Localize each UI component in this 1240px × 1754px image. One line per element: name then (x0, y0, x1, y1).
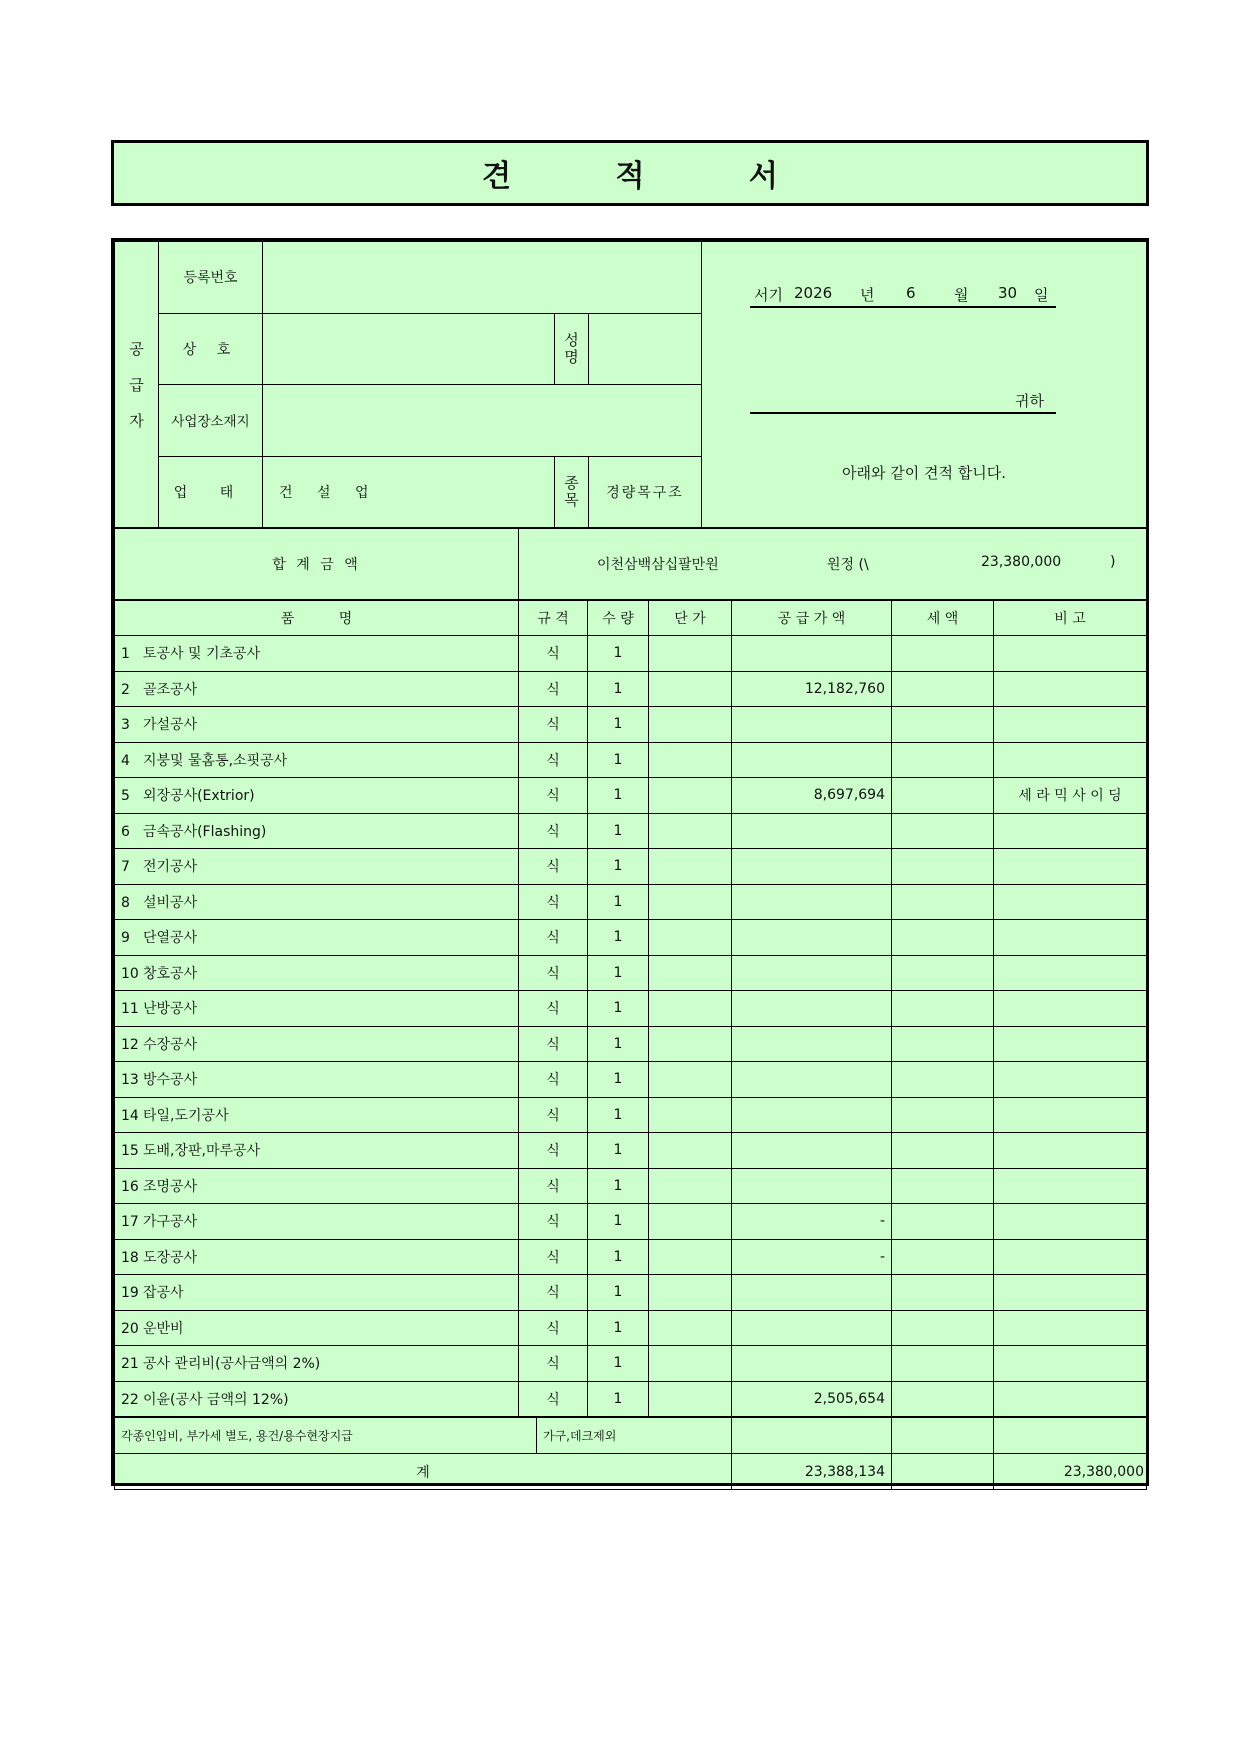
reg-no-value (263, 242, 702, 314)
item-tax (892, 778, 994, 814)
item-qty: 1 (588, 920, 649, 956)
item-unit-price (649, 778, 732, 814)
item-number: 18 (121, 1249, 139, 1266)
item-spec: 식 (519, 955, 588, 991)
table-row (115, 1026, 1147, 1062)
item-name-cell (115, 1381, 519, 1417)
item-tax (892, 1062, 994, 1098)
item-amount (732, 849, 892, 885)
total-amount-cell (519, 529, 1147, 600)
item-note (994, 1239, 1147, 1275)
business-type-label: 업 태 (159, 456, 263, 528)
table-row (115, 1275, 1147, 1311)
item-tax (892, 955, 994, 991)
col-unit-price: 단 가 (649, 601, 732, 636)
item-name-cell (115, 849, 519, 885)
table-row (115, 636, 1147, 672)
item-note (994, 884, 1147, 920)
item-amount (732, 1097, 892, 1133)
item-note (994, 1310, 1147, 1346)
item-qty: 1 (588, 1381, 649, 1417)
item-name-cell (115, 1346, 519, 1382)
item-tax (892, 1239, 994, 1275)
item-unit-price (649, 1133, 732, 1169)
item-note (994, 1204, 1147, 1240)
item-qty: 1 (588, 1310, 649, 1346)
item-spec: 식 (519, 636, 588, 672)
item-name: 전기공사 (143, 859, 198, 876)
item-name: 창호공사 (143, 965, 198, 982)
item-number: 10 (121, 965, 139, 982)
table-row (115, 849, 1147, 885)
item-number: 14 (121, 1107, 139, 1124)
item-qty: 1 (588, 1062, 649, 1098)
item-note (994, 955, 1147, 991)
table-row (115, 920, 1147, 956)
item-qty: 1 (588, 1133, 649, 1169)
item-tax (892, 671, 994, 707)
item-note (994, 742, 1147, 778)
item-name: 가구공사 (143, 1214, 198, 1231)
table-row (115, 813, 1147, 849)
document-title: 견 적 서 (482, 159, 778, 194)
table-row (115, 1168, 1147, 1204)
item-qty: 1 (588, 849, 649, 885)
item-unit-price (649, 636, 732, 672)
table-row (115, 991, 1147, 1027)
item-qty: 1 (588, 813, 649, 849)
item-name: 이윤(공사 금액의 12%) (143, 1391, 289, 1408)
item-tax (892, 884, 994, 920)
company-value (263, 313, 555, 385)
total-korean: 이천삼백삼십팔만원 (597, 557, 719, 573)
item-qty: 1 (588, 1346, 649, 1382)
item-spec: 식 (519, 1239, 588, 1275)
item-number: 22 (121, 1391, 139, 1408)
item-number: 11 (121, 1001, 139, 1018)
table-row (115, 1381, 1147, 1417)
notice-text: 아래와 같이 견적 합니다. (842, 464, 1006, 482)
item-unit-price (649, 920, 732, 956)
item-note (994, 1097, 1147, 1133)
estimate-sheet (111, 238, 1149, 1486)
item-spec: 식 (519, 1062, 588, 1098)
item-number: 13 (121, 1072, 139, 1089)
supplier-side-label: 공 급 자 (115, 242, 159, 528)
total-amount-table (114, 528, 1147, 600)
item-number: 21 (121, 1356, 139, 1373)
item-tax (892, 1097, 994, 1133)
item-name-cell (115, 707, 519, 743)
item-number: 8 (121, 894, 130, 911)
item-note (994, 671, 1147, 707)
item-spec: 식 (519, 1275, 588, 1311)
item-name-cell (115, 1310, 519, 1346)
table-row (115, 1239, 1147, 1275)
item-spec: 식 (519, 849, 588, 885)
item-amount (732, 707, 892, 743)
item-name-cell (115, 778, 519, 814)
item-name-cell (115, 1026, 519, 1062)
item-name: 도장공사 (143, 1249, 198, 1266)
total-close: ) (1110, 554, 1116, 570)
items-table (114, 600, 1147, 1417)
item-number: 3 (121, 717, 130, 734)
item-tax (892, 1310, 994, 1346)
item-amount (732, 1133, 892, 1169)
sum-amount: 23,388,134 (732, 1454, 892, 1490)
item-name-cell (115, 636, 519, 672)
item-tax (892, 742, 994, 778)
item-name: 방수공사 (143, 1072, 198, 1089)
total-amount: 23,380,000 (981, 554, 1062, 570)
item-name-cell (115, 955, 519, 991)
item-name-cell (115, 1275, 519, 1311)
item-qty: 1 (588, 1275, 649, 1311)
item-tax (892, 1381, 994, 1417)
item-unit-price (649, 1275, 732, 1311)
supplier-table (114, 241, 1147, 528)
item-note (994, 1026, 1147, 1062)
item-note (994, 1275, 1147, 1311)
item-name: 가설공사 (143, 717, 198, 734)
item-amount (732, 813, 892, 849)
item-number: 9 (121, 930, 130, 947)
item-name: 잡공사 (143, 1285, 184, 1302)
item-spec: 식 (519, 1097, 588, 1133)
item-name-cell (115, 991, 519, 1027)
recipient-line: 귀하 (750, 390, 1056, 414)
table-row (115, 1062, 1147, 1098)
item-note (994, 1346, 1147, 1382)
item-qty: 1 (588, 778, 649, 814)
item-spec: 식 (519, 1026, 588, 1062)
col-item: 품 명 (115, 601, 519, 636)
company-label: 상 호 (159, 313, 263, 385)
item-tax (892, 813, 994, 849)
item-unit-price (649, 849, 732, 885)
item-spec: 식 (519, 1310, 588, 1346)
footnote-tax (892, 1418, 994, 1454)
item-qty: 1 (588, 671, 649, 707)
item-spec: 식 (519, 1133, 588, 1169)
item-unit-price (649, 1168, 732, 1204)
item-note (994, 1168, 1147, 1204)
item-amount (732, 636, 892, 672)
footnote-right: 가구,데크제외 (537, 1418, 732, 1454)
item-unit-price (649, 1204, 732, 1240)
item-note (994, 707, 1147, 743)
item-spec: 식 (519, 671, 588, 707)
item-number: 12 (121, 1036, 139, 1053)
item-name: 금속공사(Flashing) (143, 823, 267, 840)
item-qty: 1 (588, 1168, 649, 1204)
item-name-cell (115, 1097, 519, 1133)
item-qty: 1 (588, 1026, 649, 1062)
item-unit-price (649, 1062, 732, 1098)
date-line: 서기 2026 년 6 월 30 일 (750, 284, 1056, 308)
item-name: 타일,도기공사 (143, 1107, 229, 1124)
item-amount (732, 991, 892, 1027)
item-name: 골조공사 (143, 681, 198, 698)
item-unit-price (649, 707, 732, 743)
item-note (994, 849, 1147, 885)
item-tax (892, 920, 994, 956)
col-qty: 수 량 (588, 601, 649, 636)
table-row (115, 1204, 1147, 1240)
item-unit-price (649, 671, 732, 707)
item-tax (892, 849, 994, 885)
item-unit-price (649, 991, 732, 1027)
item-name-cell (115, 813, 519, 849)
item-unit-price (649, 1026, 732, 1062)
item-qty: 1 (588, 884, 649, 920)
document-title-box (111, 140, 1149, 206)
item-number: 17 (121, 1214, 139, 1231)
item-spec: 식 (519, 1204, 588, 1240)
sum-tax (892, 1454, 994, 1490)
table-row (115, 1310, 1147, 1346)
item-amount (732, 920, 892, 956)
item-number: 15 (121, 1143, 139, 1160)
item-qty: 1 (588, 955, 649, 991)
item-tax (892, 1026, 994, 1062)
item-amount: 8,697,694 (732, 778, 892, 814)
item-spec: 식 (519, 991, 588, 1027)
col-spec: 규 격 (519, 601, 588, 636)
item-spec: 식 (519, 884, 588, 920)
item-name-cell (115, 742, 519, 778)
item-name-cell (115, 1168, 519, 1204)
items-header-row (115, 601, 1147, 636)
item-number: 6 (121, 823, 130, 840)
footer-table (114, 1417, 1147, 1490)
reg-no-label: 등록번호 (159, 242, 263, 314)
date-block (702, 242, 1147, 528)
item-tax (892, 636, 994, 672)
table-row (115, 778, 1147, 814)
footnote-amount (732, 1418, 892, 1454)
table-row (115, 955, 1147, 991)
item-number: 7 (121, 859, 130, 876)
item-number: 19 (121, 1285, 139, 1302)
item-amount (732, 1062, 892, 1098)
total-won-prefix: 원정 (\ (827, 557, 869, 573)
item-qty: 1 (588, 707, 649, 743)
item-tax (892, 1346, 994, 1382)
item-unit-price (649, 1097, 732, 1133)
table-row (115, 884, 1147, 920)
item-spec: 식 (519, 742, 588, 778)
item-unit-price (649, 1310, 732, 1346)
item-name-cell (115, 1133, 519, 1169)
table-row (115, 1346, 1147, 1382)
item-amount (732, 1026, 892, 1062)
item-note: 세 라 믹 사 이 딩 (994, 778, 1147, 814)
item-number: 16 (121, 1178, 139, 1195)
table-row (115, 707, 1147, 743)
item-tax (892, 1204, 994, 1240)
item-qty: 1 (588, 1204, 649, 1240)
item-name-cell (115, 920, 519, 956)
total-label: 합 계 금 액 (115, 529, 519, 600)
item-spec: 식 (519, 1381, 588, 1417)
footnote-note (994, 1418, 1147, 1454)
item-tax (892, 1168, 994, 1204)
item-qty: 1 (588, 1097, 649, 1133)
item-unit-price (649, 742, 732, 778)
item-amount (732, 742, 892, 778)
col-note: 비 고 (994, 601, 1147, 636)
item-number: 1 (121, 646, 130, 663)
sum-note: 23,380,000 (994, 1454, 1147, 1490)
item-amount: 2,505,654 (732, 1381, 892, 1417)
item-spec: 식 (519, 920, 588, 956)
table-row (115, 671, 1147, 707)
item-name: 공사 관리비(공사금액의 2%) (143, 1356, 321, 1373)
item-unit-price (649, 884, 732, 920)
item-spec: 식 (519, 813, 588, 849)
item-name: 지붕및 물홈통,소핏공사 (143, 752, 288, 769)
item-number: 5 (121, 788, 130, 805)
table-row (115, 1097, 1147, 1133)
category-label: 종 목 (555, 456, 589, 528)
item-name-cell (115, 1239, 519, 1275)
item-number: 20 (121, 1320, 139, 1337)
item-qty: 1 (588, 636, 649, 672)
item-tax (892, 991, 994, 1027)
item-unit-price (649, 1346, 732, 1382)
table-row (115, 1133, 1147, 1169)
item-note (994, 636, 1147, 672)
item-amount (732, 1168, 892, 1204)
item-qty: 1 (588, 1239, 649, 1275)
item-name: 난방공사 (143, 1001, 198, 1018)
item-amount: 12,182,760 (732, 671, 892, 707)
item-amount (732, 1310, 892, 1346)
category-value: 경량목구조 (589, 456, 702, 528)
item-name: 수장공사 (143, 1036, 198, 1053)
item-note (994, 813, 1147, 849)
item-name-cell (115, 1062, 519, 1098)
item-amount: - (732, 1239, 892, 1275)
item-name: 조명공사 (143, 1178, 198, 1195)
item-tax (892, 1133, 994, 1169)
item-qty: 1 (588, 991, 649, 1027)
item-note (994, 920, 1147, 956)
item-amount (732, 1275, 892, 1311)
item-amount: - (732, 1204, 892, 1240)
sum-label: 계 (115, 1454, 732, 1490)
footnote-left: 각종인입비, 부가세 별도, 용건/용수현장지급 (115, 1418, 537, 1454)
item-unit-price (649, 1381, 732, 1417)
item-tax (892, 1275, 994, 1311)
item-name-cell (115, 671, 519, 707)
item-spec: 식 (519, 1346, 588, 1382)
name-value (589, 313, 702, 385)
item-note (994, 1381, 1147, 1417)
item-note (994, 991, 1147, 1027)
item-name: 운반비 (143, 1320, 184, 1337)
item-amount (732, 955, 892, 991)
item-number: 4 (121, 752, 130, 769)
item-spec: 식 (519, 1168, 588, 1204)
item-qty: 1 (588, 742, 649, 778)
item-name: 단열공사 (143, 930, 198, 947)
item-number: 2 (121, 681, 130, 698)
item-unit-price (649, 1239, 732, 1275)
name-label: 성 명 (555, 313, 589, 385)
address-label: 사업장소재지 (159, 385, 263, 457)
item-note (994, 1062, 1147, 1098)
item-note (994, 1133, 1147, 1169)
item-name-cell (115, 884, 519, 920)
item-spec: 식 (519, 778, 588, 814)
item-unit-price (649, 955, 732, 991)
col-supply-amount: 공 급 가 액 (732, 601, 892, 636)
item-name: 설비공사 (143, 894, 198, 911)
item-name-cell (115, 1204, 519, 1240)
item-spec: 식 (519, 707, 588, 743)
item-amount (732, 1346, 892, 1382)
col-tax: 세 액 (892, 601, 994, 636)
item-name: 토공사 및 기초공사 (143, 646, 261, 663)
item-tax (892, 707, 994, 743)
item-amount (732, 884, 892, 920)
item-unit-price (649, 813, 732, 849)
item-name: 도배,장판,마루공사 (143, 1143, 261, 1160)
table-row (115, 742, 1147, 778)
business-type-value: 건 설 업 (263, 456, 555, 528)
item-name: 외장공사(Extrior) (143, 788, 255, 805)
address-value (263, 385, 702, 457)
